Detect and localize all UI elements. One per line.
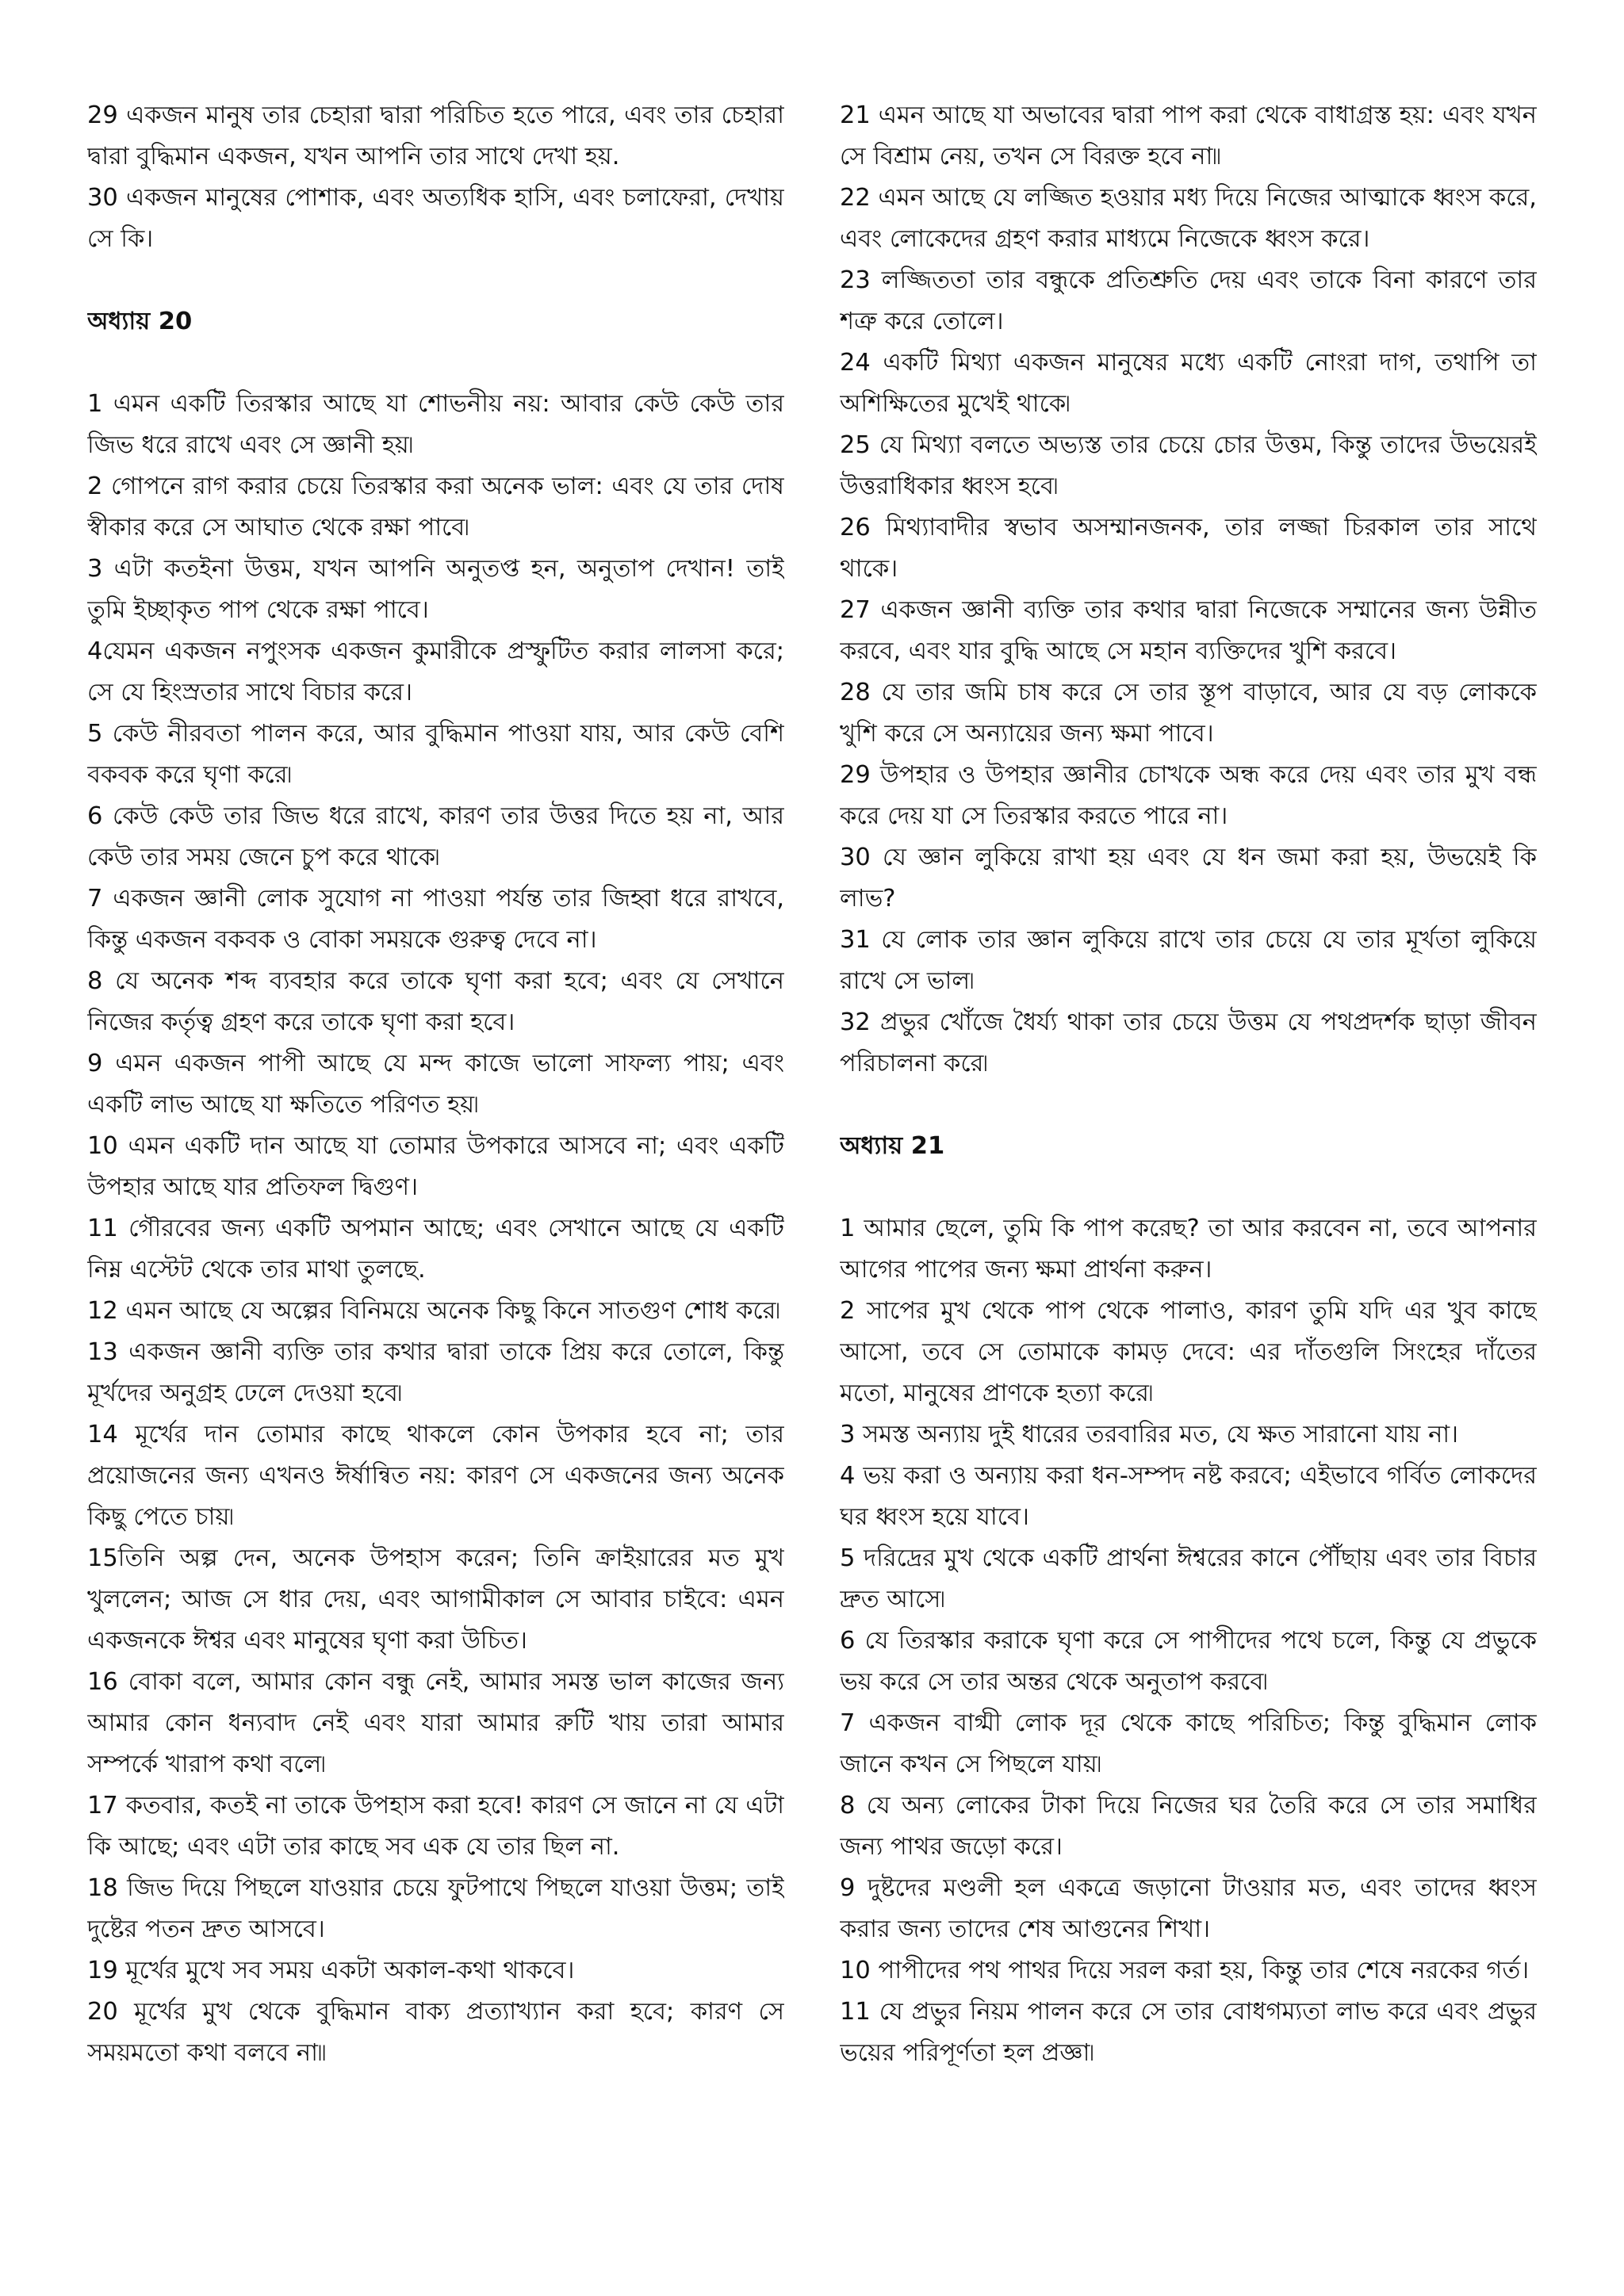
verse: 12 এমন আছে যে অল্পের বিনিময়ে অনেক কিছু কিনে সাতগুণ শোধ করে৷ <box>87 1297 780 1325</box>
verse: 25 যে মিথ্যা বলতে অভ্যস্ত তার চেয়ে চোর উত্তম, কিন্তু তাদের উভয়েরই উত্তরাধিকার ধ্বংস হবে৷ <box>840 431 1537 500</box>
verse: 11 গৌরবের জন্য একটি অপমান আছে; এবং সেখানে আছে যে একটি নিম্ন এস্টেট থেকে তার মাথা তুলছে. <box>87 1215 784 1284</box>
verse: 21 এমন আছে যা অভাবের দ্বারা পাপ করা থেকে বাধাগ্রস্ত হয়: এবং যখন সে বিশ্রাম নেয়, তখন সে বিরক্ত হবে না৷৷ <box>840 101 1537 170</box>
left-bottom-verses <box>87 384 784 2074</box>
verse: 1 এমন একটি তিরস্কার আছে যা শোভনীয় নয়: আবার কেউ কেউ তার জিভ ধরে রাখে এবং সে জ্ঞানী হয়৷ <box>87 390 784 459</box>
verse: 23 লজ্জিততা তার বন্ধুকে প্রতিশ্রুতি দেয় এবং তাকে বিনা কারণে তার শত্রু করে তোলে। <box>840 266 1537 335</box>
verse: 9 দুষ্টদের মণ্ডলী হল একত্রে জড়ানো টাওয়ার মত, এবং তাদের ধ্বংস করার জন্য তাদের শেষ আগুনের শিখা। <box>840 1874 1537 1943</box>
verse: 29 উপহার ও উপহার জ্ঞানীর চোখকে অন্ধ করে দেয় এবং তার মুখ বন্ধ করে দেয় যা সে তিরস্কার করতে পারে না। <box>840 761 1537 830</box>
left-top-verses <box>87 95 784 260</box>
verse: 11 যে প্রভুর নিয়ম পালন করে সে তার বোধগম্যতা লাভ করে এবং প্রভুর ভয়ের পরিপূর্ণতা হল প্রজ্ঞা৷ <box>840 1998 1537 2067</box>
verse: 6 কেউ কেউ তার জিভ ধরে রাখে, কারণ তার উত্তর দিতে হয় না, আর কেউ তার সময় জেনে চুপ করে থাকে৷ <box>87 802 784 871</box>
verse: 22 এমন আছে যে লজ্জিত হওয়ার মধ্য দিয়ে নিজের আত্মাকে ধ্বংস করে, এবং লোকেদের গ্রহণ করার মাধ্যমে নিজেকে ধ্বংস করে। <box>840 184 1537 253</box>
verse: 2 সাপের মুখ থেকে পাপ থেকে পালাও, কারণ তুমি যদি এর খুব কাছে আসো, তবে সে তোমাকে কামড় দেবে: এর দাঁতগুলি সিংহের দাঁতের মতো, মানুষের প্রাণকে হত্যা করে৷ <box>840 1297 1537 1407</box>
verse: 5 কেউ নীরবতা পালন করে, আর বুদ্ধিমান পাওয়া যায়, আর কেউ বেশি বকবক করে ঘৃণা করে৷ <box>87 720 784 789</box>
verse: 31 যে লোক তার জ্ঞান লুকিয়ে রাখে তার চেয়ে যে তার মূর্খতা লুকিয়ে রাখে সে ভাল৷ <box>840 926 1537 995</box>
right-bottom-verses <box>840 1208 1537 2074</box>
verse: 27 একজন জ্ঞানী ব্যক্তি তার কথার দ্বারা নিজেকে সম্মানের জন্য উন্নীত করবে, এবং যার বুদ্ধি আছে সে মহান ব্যক্তিদের খুশি করবে। <box>840 596 1537 665</box>
verse: 10 এমন একটি দান আছে যা তোমার উপকারে আসবে না; এবং একটি উপহার আছে যার প্রতিফল দ্বিগুণ। <box>87 1132 784 1201</box>
verse: 3 এটা কতইনা উত্তম, যখন আপনি অনুতপ্ত হন, অনুতাপ দেখান! তাই তুমি ইচ্ছাকৃত পাপ থেকে রক্ষা পাবে। <box>87 555 784 624</box>
verse: 13 একজন জ্ঞানী ব্যক্তি তার কথার দ্বারা তাকে প্রিয় করে তোলে, কিন্তু মূর্খদের অনুগ্রহ ঢেলে দেওয়া হবে৷ <box>87 1338 784 1407</box>
verse: 19 মূর্খের মুখে সব সময় একটা অকাল-কথা থাকবে। <box>87 1957 575 1984</box>
verse: 5 দরিদ্রের মুখ থেকে একটি প্রার্থনা ঈশ্বরের কানে পৌঁছায় এবং তার বিচার দ্রুত আসে৷ <box>840 1544 1537 1613</box>
verse: 17 কতবার, কতই না তাকে উপহাস করা হবে! কারণ সে জানে না যে এটা কি আছে; এবং এটা তার কাছে সব এক যে তার ছিল না. <box>87 1792 784 1861</box>
verse: 8 যে অন্য লোকের টাকা দিয়ে নিজের ঘর তৈরি করে সে তার সমাধির জন্য পাথর জড়ো করে। <box>840 1792 1537 1861</box>
verse: 15তিনি অল্প দেন, অনেক উপহাস করেন; তিনি ক্রাইয়ারের মত মুখ খুললেন; আজ সে ধার দেয়, এবং আগামীকাল সে আবার চাইবে: এমন একজনকে ঈশ্বর এবং মানুষের ঘৃণা করা উচিত। <box>87 1544 784 1655</box>
verse: 14 মূর্খের দান তোমার কাছে থাকলে কোন উপকার হবে না; তার প্রয়োজনের জন্য এখনও ঈর্ষান্বিত নয়: কারণ সে একজনের জন্য অনেক কিছু পেতে চায়৷ <box>87 1421 784 1531</box>
verse: 18 জিভ দিয়ে পিছলে যাওয়ার চেয়ে ফুটপাথে পিছলে যাওয়া উত্তম; তাই দুষ্টের পতন দ্রুত আসবে। <box>87 1874 784 1943</box>
left-column <box>87 95 784 2233</box>
verse: 16 বোকা বলে, আমার কোন বন্ধু নেই, আমার সমস্ত ভাল কাজের জন্য আমার কোন ধন্যবাদ নেই এবং যারা আমার রুটি খায় তারা আমার সম্পর্কে খারাপ কথা বলে৷ <box>87 1668 784 1778</box>
verse: 6 যে তিরস্কার করাকে ঘৃণা করে সে পাপীদের পথে চলে, কিন্তু যে প্রভুকে ভয় করে সে তার অন্তর থেকে অনুতাপ করবে৷ <box>840 1627 1537 1696</box>
verse: 32 প্রভুর খোঁজে ধৈর্য্য থাকা তার চেয়ে উত্তম যে পথপ্রদর্শক ছাড়া জীবন পরিচালনা করে৷ <box>840 1008 1537 1077</box>
verse: 26 মিথ্যাবাদীর স্বভাব অসম্মানজনক, তার লজ্জা চিরকাল তার সাথে থাকে। <box>840 514 1537 583</box>
verse: 3 সমস্ত অন্যায় দুই ধারের তরবারির মত, যে ক্ষত সারানো যায় না। <box>840 1421 1459 1448</box>
verse: 7 একজন বাগ্মী লোক দূর থেকে কাছে পরিচিত; কিন্তু বুদ্ধিমান লোক জানে কখন সে পিছলে যায়৷ <box>840 1709 1537 1778</box>
verse: 28 যে তার জমি চাষ করে সে তার স্তূপ বাড়াবে, আর যে বড় লোককে খুশি করে সে অন্যায়ের জন্য ক্ষমা পাবে। <box>840 679 1537 748</box>
verse: 24 একটি মিথ্যা একজন মানুষের মধ্যে একটি নোংরা দাগ, তথাপি তা অশিক্ষিতের মুখেই থাকে৷ <box>840 349 1537 418</box>
right-top-verses <box>840 95 1537 1085</box>
verse: 30 একজন মানুষের পোশাক, এবং অত্যধিক হাসি, এবং চলাফেরা, দেখায় সে কি। <box>87 184 784 253</box>
verse: 20 মূর্খের মুখ থেকে বুদ্ধিমান বাক্য প্রত্যাখ্যান করা হবে; কারণ সে সময়মতো কথা বলবে না৷৷ <box>87 1998 784 2067</box>
chapter-heading-21: অধ্যায় 21 <box>840 1132 945 1160</box>
verse: 2 গোপনে রাগ করার চেয়ে তিরস্কার করা অনেক ভাল: এবং যে তার দোষ স্বীকার করে সে আঘাত থেকে রক্ষা পাবে৷ <box>87 473 784 541</box>
chapter-heading-20: অধ্যায় 20 <box>87 308 193 335</box>
verse: 8 যে অনেক শব্দ ব্যবহার করে তাকে ঘৃণা করা হবে; এবং যে সেখানে নিজের কর্তৃত্ব গ্রহণ করে তাকে ঘৃণা করা হবে। <box>87 967 784 1036</box>
right-column <box>840 95 1537 2233</box>
verse: 7 একজন জ্ঞানী লোক সুযোগ না পাওয়া পর্যন্ত তার জিহ্বা ধরে রাখবে, কিন্তু একজন বকবক ও বোকা সময়কে গুরুত্ব দেবে না। <box>87 885 784 954</box>
verse: 4 ভয় করা ও অন্যায় করা ধন-সম্পদ নষ্ট করবে; এইভাবে গর্বিত লোকদের ঘর ধ্বংস হয়ে যাবে। <box>840 1462 1537 1531</box>
verse: 4যেমন একজন নপুংসক একজন কুমারীকে প্রস্ফুটিত করার লালসা করে; সে যে হিংস্রতার সাথে বিচার করে। <box>87 637 784 706</box>
verse: 30 যে জ্ঞান লুকিয়ে রাখা হয় এবং যে ধন জমা করা হয়, উভয়েই কি লাভ? <box>840 844 1537 913</box>
verse: 29 একজন মানুষ তার চেহারা দ্বারা পরিচিত হতে পারে, এবং তার চেহারা দ্বারা বুদ্ধিমান একজন, যখন আপনি তার সাথে দেখা হয়. <box>87 101 784 170</box>
verse: 10 পাপীদের পথ পাথর দিয়ে সরল করা হয়, কিন্তু তার শেষে নরকের গর্ত। <box>840 1957 1530 1984</box>
verse: 9 এমন একজন পাপী আছে যে মন্দ কাজে ভালো সাফল্য পায়; এবং একটি লাভ আছে যা ক্ষতিতে পরিণত হয়৷ <box>87 1050 784 1119</box>
verse: 1 আমার ছেলে, তুমি কি পাপ করেছ? তা আর করবেন না, তবে আপনার আগের পাপের জন্য ক্ষমা প্রার্থনা করুন। <box>840 1215 1537 1284</box>
